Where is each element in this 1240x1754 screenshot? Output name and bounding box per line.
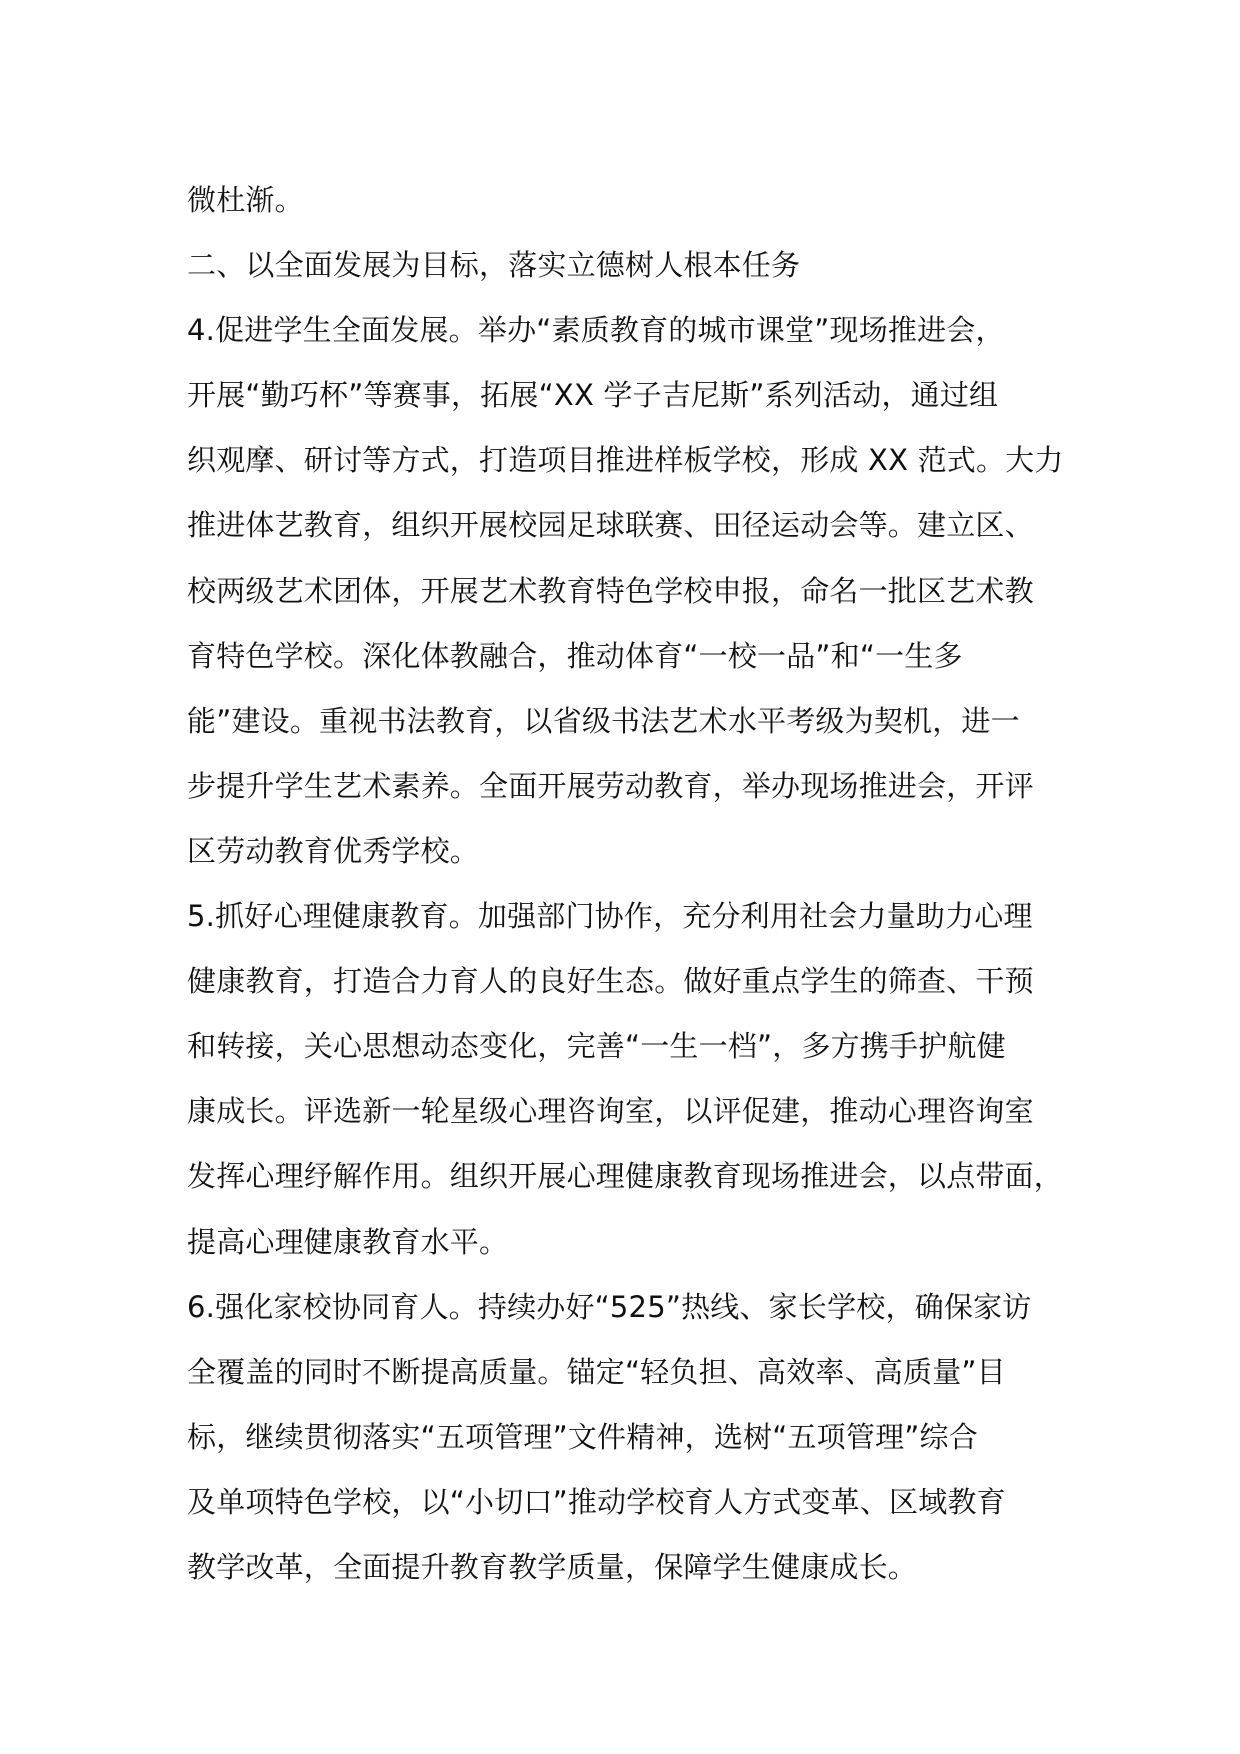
text-line: 能”建设。重视书法教育，以省级书法艺术水平考级为契机，进一 — [187, 703, 1020, 738]
text-line: 育特色学校。深化体教融合，推动体育“一校一品”和“一生多 — [187, 638, 963, 673]
text-line: 6.强化家校协同育人。持续办好“525”热线、家长学校，确保家访 — [187, 1289, 1032, 1324]
text-line: 全覆盖的同时不断提高质量。锚定“轻负担、高效率、高质量”目 — [187, 1354, 1006, 1389]
text-line: 发挥心理纾解作用。组织开展心理健康教育现场推进会，以点带面， — [187, 1159, 1064, 1194]
text-line: 和转接，关心思想动态变化，完善“一生一档”，多方携手护航健 — [187, 1029, 1006, 1064]
text-line: 开展“勤巧杯”等赛事，拓展“XX 学子吉尼斯”系列活动，通过组 — [187, 378, 999, 413]
text-line: 4.促进学生全面发展。举办“素质教育的城市课堂”现场推进会， — [187, 313, 1005, 348]
text-line: 健康教育，打造合力育人的良好生态。做好重点学生的筛查、干预 — [187, 964, 1034, 999]
section-heading: 二、以全面发展为目标，落实立德树人根本任务 — [187, 248, 801, 283]
text-line: 提高心理健康教育水平。 — [187, 1224, 509, 1259]
text-line: 5.抓好心理健康教育。加强部门协作，充分利用社会力量助力心理 — [187, 899, 1033, 934]
text-line: 标，继续贯彻落实“五项管理”文件精神，选树“五项管理”综合 — [187, 1419, 978, 1454]
text-line: 及单项特色学校，以“小切口”推动学校育人方式变革、区域教育 — [187, 1484, 1006, 1519]
text-line: 康成长。评选新一轮星级心理咨询室，以评促建，推动心理咨询室 — [187, 1094, 1034, 1129]
text-line: 微杜渐。 — [187, 183, 304, 217]
text-line: 区劳动教育优秀学校。 — [187, 833, 480, 868]
document-body — [187, 168, 1087, 1600]
text-line: 校两级艺术团体，开展艺术教育特色学校申报，命名一批区艺术教 — [187, 573, 1034, 608]
text-line: 教学改革，全面提升教育教学质量，保障学生健康成长。 — [187, 1549, 918, 1584]
text-line: 织观摩、研讨等方式，打造项目推进样板学校，形成 XX 范式。大力 — [187, 443, 1064, 478]
text-line: 步提升学生艺术素养。全面开展劳动教育，举办现场推进会，开评 — [187, 768, 1034, 803]
text-line: 推进体艺教育，组织开展校园足球联赛、田径运动会等。建立区、 — [187, 508, 1034, 543]
